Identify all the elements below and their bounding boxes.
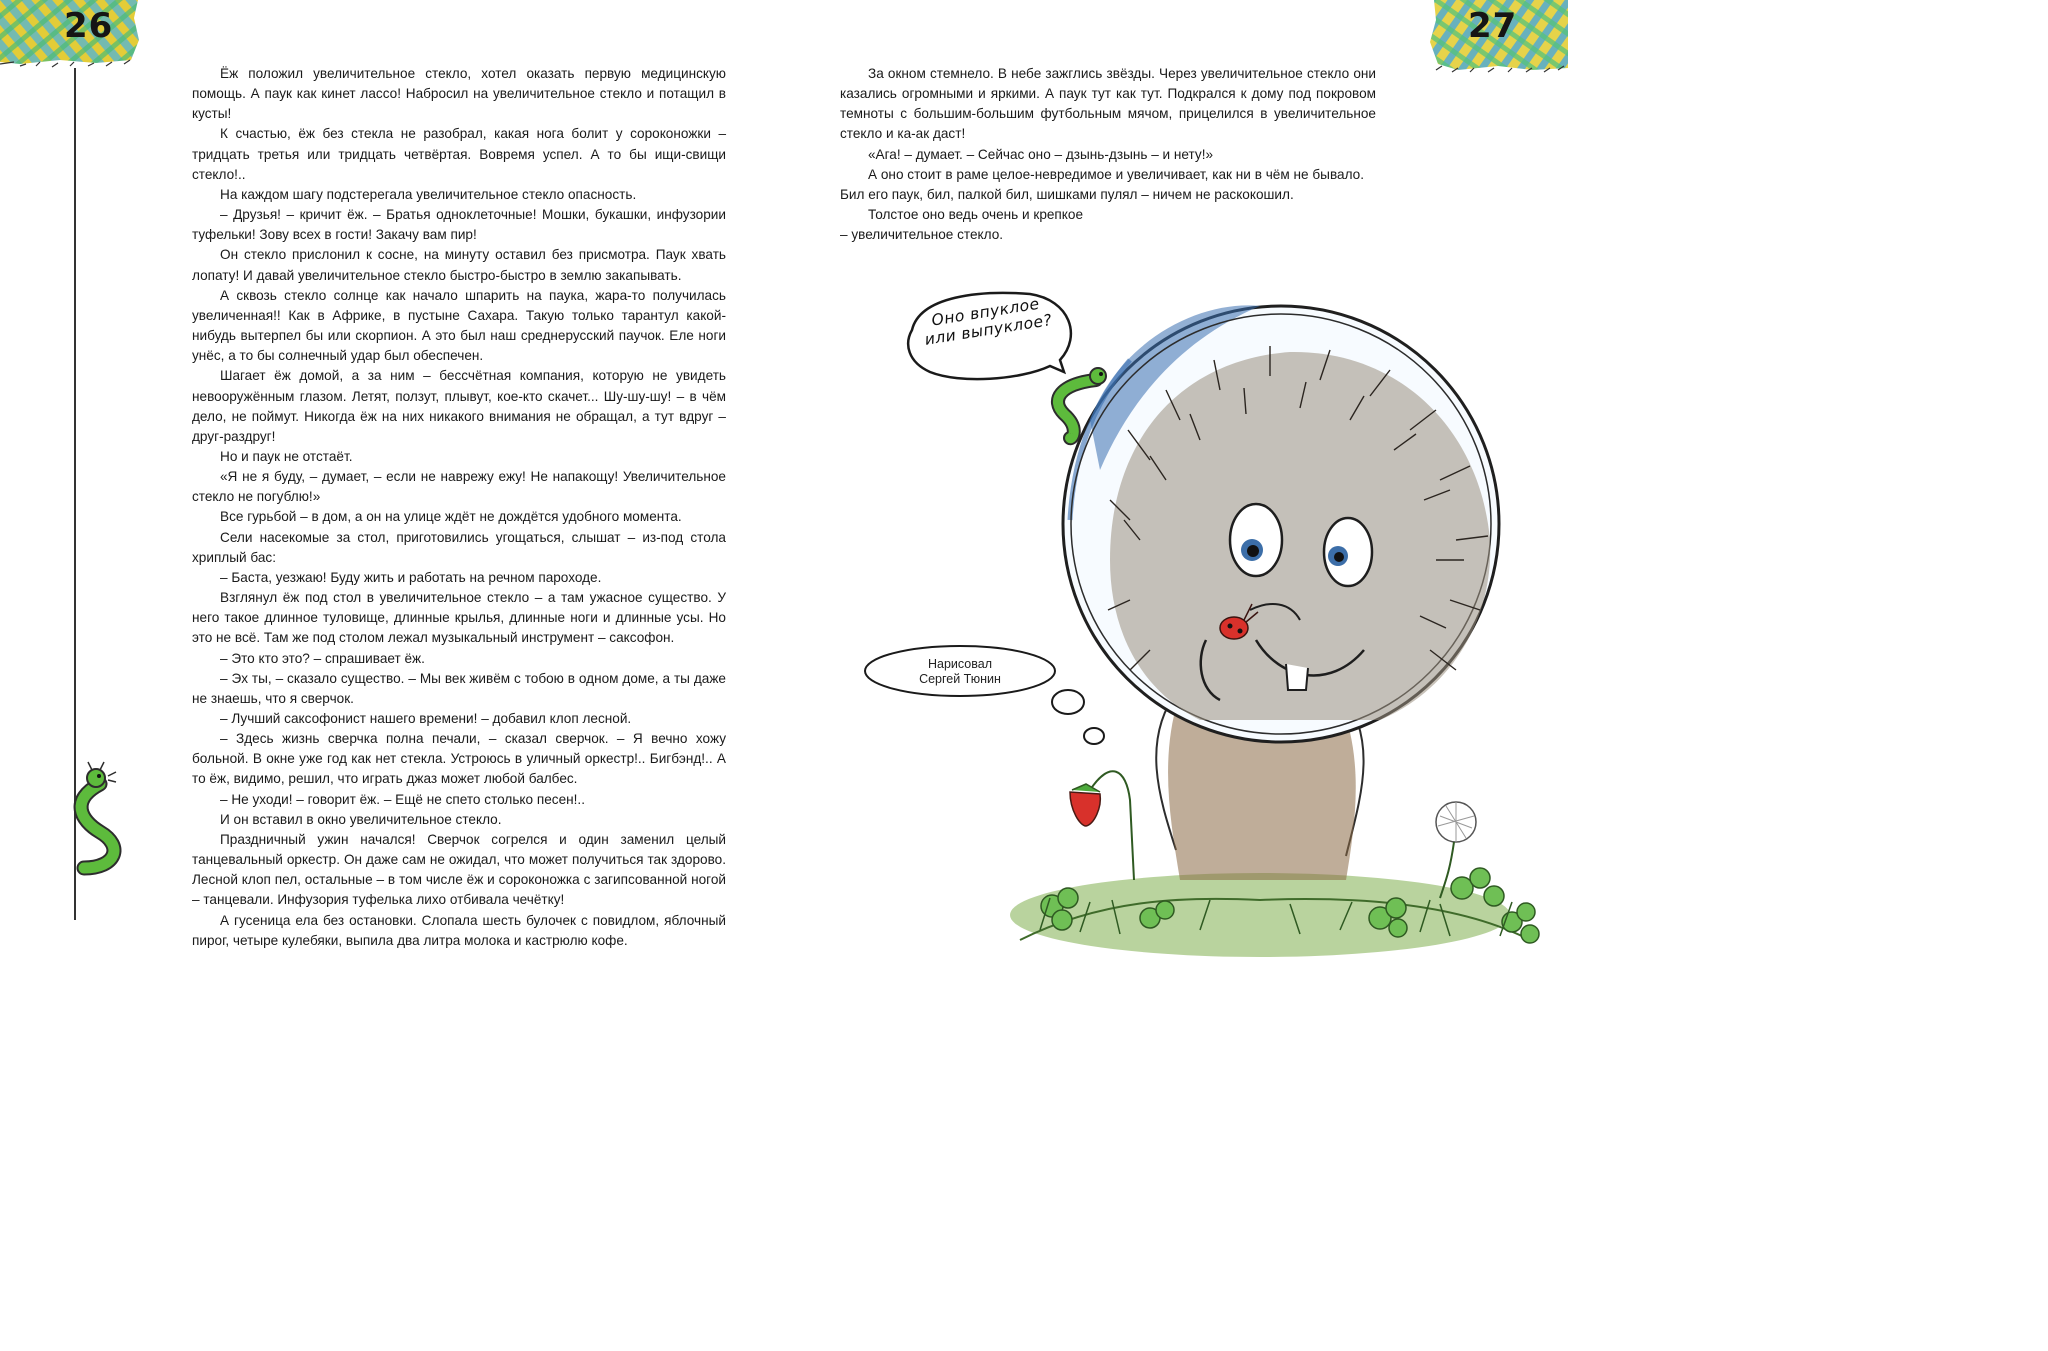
- paragraph: Шагает ёж домой, а за ним – бессчётная компания, которую не увидеть невооружённым глазом. Летят, ползут, плывут, кое-кто скачет... Шу-шу-шу! – в чём дело, не поймут. Никогда ёж на них никакого внимания не обращал, а тут вдруг – друг-раздруг!: [192, 368, 726, 444]
- illustrator-credit: [866, 657, 1054, 687]
- credit-line: Нарисовал: [927, 657, 992, 671]
- paragraph: – Баста, уезжаю! Буду жить и работать на речном пароходе.: [220, 569, 602, 585]
- paragraph: Взглянул ёж под стол в увеличительное стекло – а там ужасное существо. У него такое длинное туловище, длинные крылья, длинные ноги и длинные усы. Но это не всё. Там же под столом лежал музыкальный инструмент – саксофон.: [192, 590, 726, 646]
- paragraph: Ёж положил увеличительное стекло, хотел оказать первую медицинскую помощь. А паук как кинет лассо! Набросил на увеличительное стекло и потащил в кусты!: [192, 66, 726, 122]
- credit-name: Сергей Тюнин: [919, 672, 1001, 686]
- paragraph: – Не уходи! – говорит ёж. – Ещё не спето столько песен!..: [220, 791, 585, 807]
- paragraph: И он вставил в окно увеличительное стекло.: [220, 811, 502, 827]
- worm-left-icon: [81, 762, 116, 868]
- strawberry-icon: [1070, 771, 1134, 880]
- paragraph: А сквозь стекло солнце как начало шпарить на паука, жара-то получилась увеличенная!! Как в Африке, в пустыне Сахара. Такую только тарантул какой-нибудь вытерпел бы или скорпион. А это был наш среднерусский паучок. Еле ноги унёс, а то бы солнечный удар был обеспечен.: [192, 287, 726, 364]
- paragraph: А гусеница ела без остановки. Слопала шесть булочек с повидлом, яблочный пирог, четыре кулебяки, выпила два литра молока и кастрюлю кофе.: [192, 912, 726, 948]
- paragraph: Он стекло прислонил к сосне, на минуту оставил без присмотра. Паук хвать лопату! И давай увеличительное стекло быстро-быстро в землю закапывать.: [192, 247, 726, 283]
- paragraph: К счастью, ёж без стекла не разобрал, какая нога болит у сороконожки – тридцать третья или тридцать четвёртая. Вовремя успел. А то бы ищи-свищи стекло!..: [192, 126, 726, 182]
- paragraph: Но и паук не отстаёт.: [220, 448, 353, 464]
- paragraph: – Это кто это? – спрашивает ёж.: [220, 650, 425, 666]
- page-number-left: 26: [64, 6, 114, 46]
- grass-ground: [1010, 868, 1539, 957]
- paragraph: За окном стемнело. В небе зажглись звёзды. Через увеличительное стекло они казались огромными и яркими. А паук тут как тут. Подкрался к дому под покровом темноты с большим-большим футбольным мячом, прицелился в увеличительное стекло и ка-ак даст!: [840, 66, 1376, 142]
- paragraph: На каждом шагу подстерегала увеличительное стекло опасность.: [220, 186, 637, 202]
- speech-bubble-text: Оно впуклое или выпуклое?: [923, 294, 1054, 349]
- paragraph: Сели насекомые за стол, приготовились угощаться, слышат – из-под стола хриплый бас:: [192, 529, 726, 565]
- paragraph: «Ага! – думает. – Сейчас оно – дзынь-дзынь – и нету!»: [868, 146, 1214, 162]
- page-number-right: 27: [1468, 6, 1518, 46]
- paragraph: «Я не я буду, – думает, – если не наврежу ежу! Не напакощу! Увеличительное стекло не погублю!»: [192, 469, 726, 505]
- paragraph: – Эх ты, – сказало существо. – Мы век живём с тобою в одном доме, а ты даже не знаешь, что я сверчок.: [192, 670, 726, 706]
- paragraph: Все гурьбой – в дом, а он на улице ждёт не дождётся удобного момента.: [220, 509, 682, 525]
- paragraph: Праздничный ужин начался! Сверчок согрелся и один заменил целый танцевальный оркестр. Он даже сам не ожидал, что может получиться так здорово. Лесной клоп пел, остальные – в том числе ёж и сороконожка с загипсованной ногой – танцевали. Инфузория туфелька лихо отбивала чечётку!: [192, 831, 726, 908]
- paragraph: – Лучший саксофонист нашего времени! – добавил клоп лесной.: [220, 711, 632, 726]
- paragraph: Толстое оно ведь очень и крепкое – увеличительное стекло.: [840, 207, 1084, 243]
- paragraph: – Здесь жизнь сверчка полна печали, – сказал сверчок. – Я вечно хожу больной. В окне уже год как нет стекла. Устроюсь в уличный оркестр!.. Бигбэнд!.. А то ёж, видимо, решил, что играть джаз может любой балбес.: [192, 731, 726, 787]
- paragraph: – Друзья! – кричит ёж. – Братья одноклеточные! Мошки, букашки, инфузории туфельки! Зову всех в гости! Закачу вам пир!: [192, 207, 726, 243]
- paragraph: А оно стоит в раме целое-невредимое и увеличивает, как ни в чём не бывало. Бил его паук, бил, палкой бил, шишками пулял – ничем не раскокошил.: [840, 166, 1364, 202]
